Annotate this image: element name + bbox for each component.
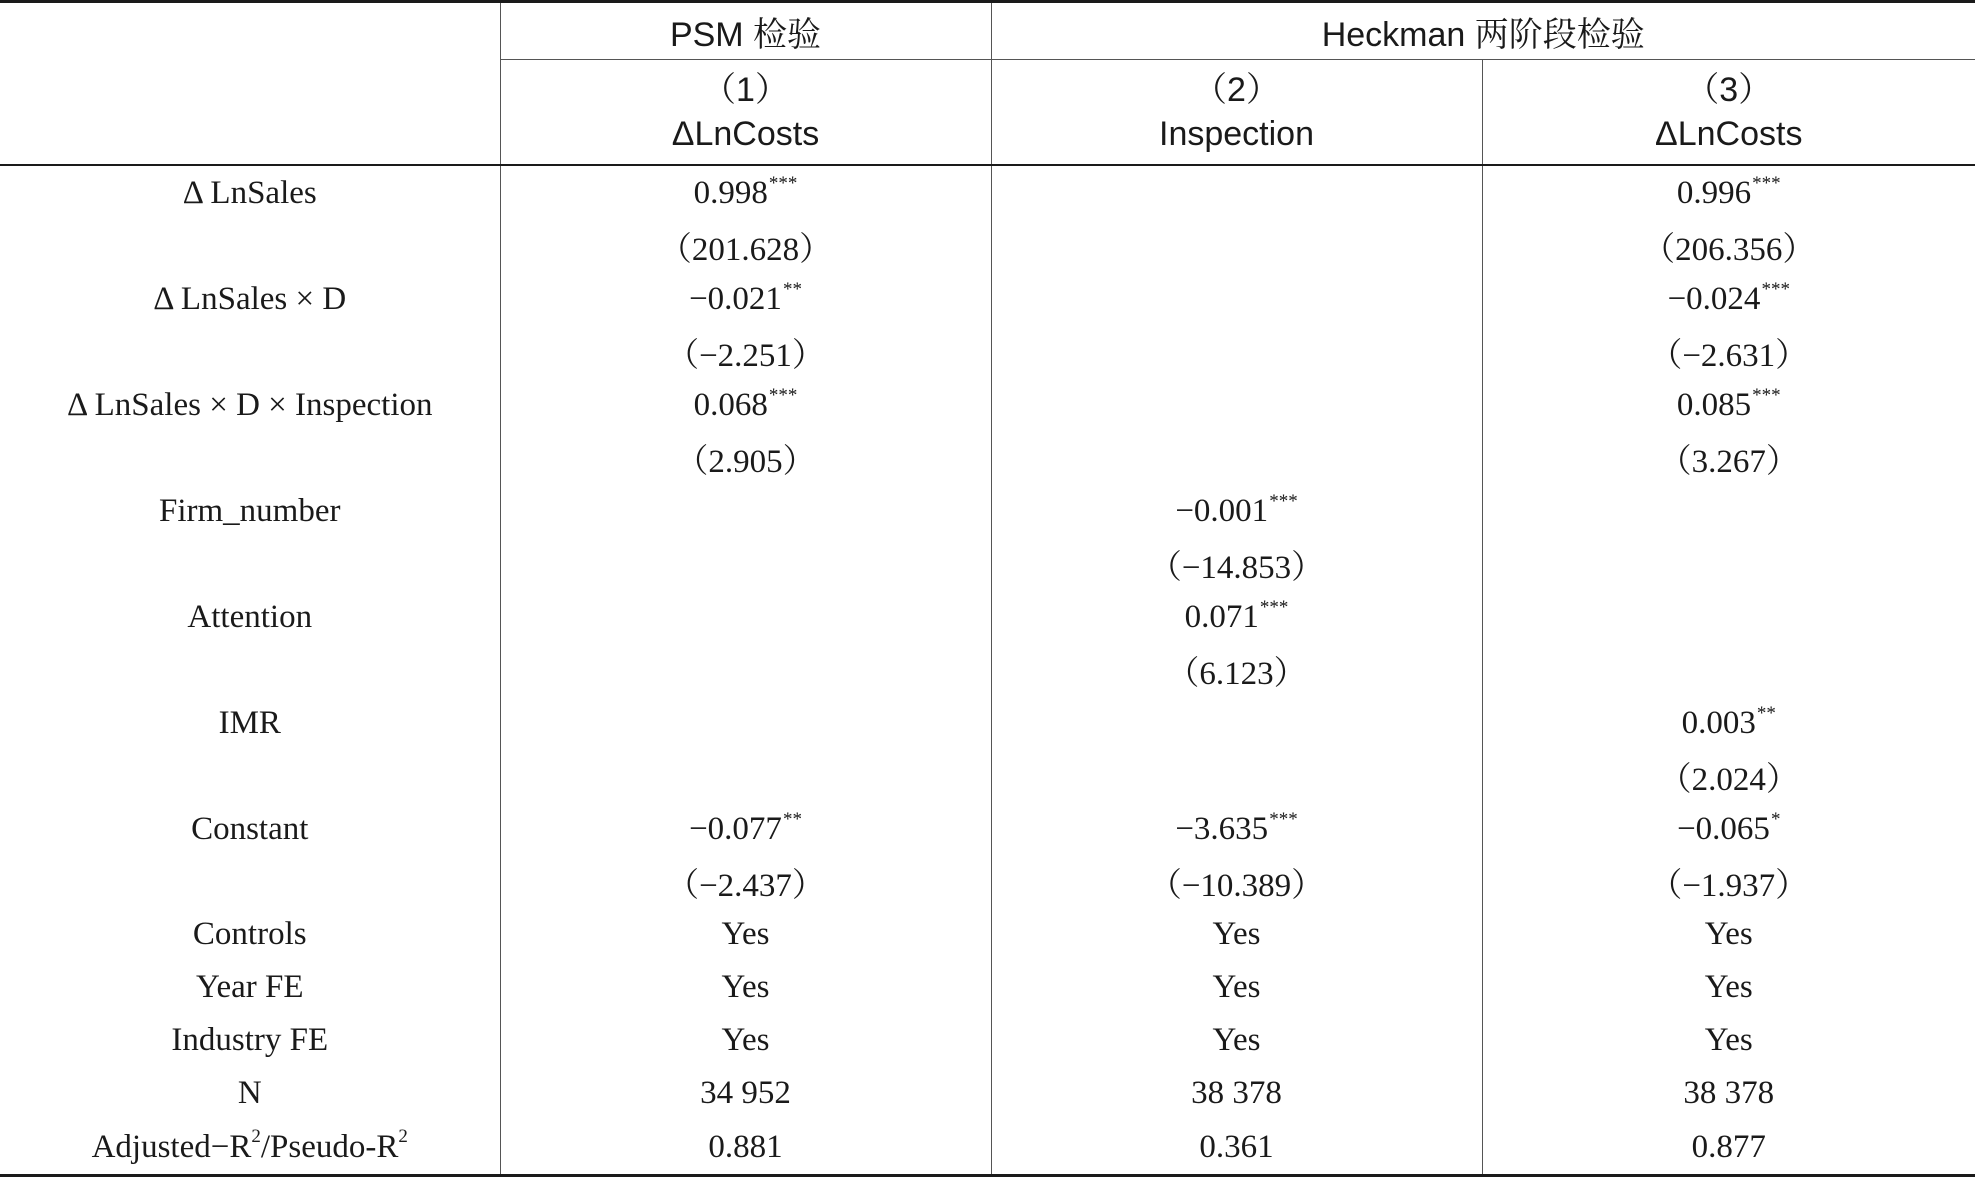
t-statistic-cell: （−1.937） <box>1482 857 1975 908</box>
significance-stars: *** <box>1752 173 1781 194</box>
t-statistic-cell: （201.628） <box>500 221 991 272</box>
table-row-summary <box>0 961 1975 1014</box>
summary-cell: Yes <box>500 961 991 1014</box>
table-row-coefficient <box>0 165 1975 221</box>
t-statistic-cell: （−10.389） <box>991 857 1482 908</box>
row-label: Industry FE <box>171 1022 329 1058</box>
coefficient-value: −0.021 <box>689 281 782 317</box>
fit-label-separator: / <box>260 1128 271 1165</box>
summary-cell: Yes <box>500 908 991 961</box>
coefficient-value: 0.085 <box>1676 387 1752 423</box>
t-statistic-cell: （−2.437） <box>500 857 991 908</box>
column-header-2 <box>991 60 1482 166</box>
column-number-1: （1） <box>702 71 789 109</box>
coefficient-cell <box>500 378 991 433</box>
column-dependent-var-2: Inspection <box>1159 115 1314 153</box>
coefficient-cell <box>500 802 991 857</box>
column-number-2: （2） <box>1193 71 1280 109</box>
t-statistic-cell <box>500 645 991 696</box>
t-statistic-cell: （−14.853） <box>991 539 1482 590</box>
coefficient-cell <box>1482 802 1975 857</box>
significance-stars: ** <box>782 279 802 300</box>
fit-value-cell: 0.881 <box>500 1120 991 1176</box>
coefficient-value: −3.635 <box>1175 811 1269 847</box>
t-statistic-cell: （6.123） <box>991 645 1482 696</box>
table-row-tstat <box>0 327 1975 378</box>
table-row-tstat <box>0 433 1975 484</box>
coefficient-value: −0.024 <box>1667 281 1761 317</box>
coefficient-value: 0.998 <box>693 175 768 211</box>
table-header <box>0 2 1975 166</box>
t-statistic-cell <box>1482 645 1975 696</box>
column-dependent-var-3: ΔLnCosts <box>1655 115 1803 153</box>
coefficient-cell <box>1482 590 1975 645</box>
fit-superscript-a: 2 <box>251 1125 261 1147</box>
t-statistic-cell: （3.267） <box>1482 433 1975 484</box>
row-label-empty <box>0 751 500 802</box>
header-corner-cell <box>0 2 500 60</box>
t-statistic-cell: （2.024） <box>1482 751 1975 802</box>
table-row-fit <box>0 1120 1975 1176</box>
summary-cell: 38 378 <box>991 1067 1482 1120</box>
table-row-tstat <box>0 857 1975 908</box>
column-header-3 <box>1482 60 1975 166</box>
coefficient-value: −0.001 <box>1175 493 1269 529</box>
row-label: Attention <box>187 599 313 635</box>
column-number-3: （3） <box>1685 71 1773 109</box>
row-label-empty <box>0 539 500 590</box>
coefficient-cell <box>991 802 1482 857</box>
row-label: Δ LnSales × D <box>153 281 347 317</box>
summary-cell: Yes <box>1482 908 1975 961</box>
row-label: Δ LnSales <box>182 175 317 211</box>
coefficient-cell <box>500 272 991 327</box>
row-label-empty <box>0 327 500 378</box>
table-row-tstat <box>0 751 1975 802</box>
table-row-coefficient <box>0 696 1975 751</box>
summary-cell: 38 378 <box>1482 1067 1975 1120</box>
coefficient-cell <box>991 484 1482 539</box>
row-label: Firm_number <box>159 493 341 529</box>
summary-cell: Yes <box>1482 1014 1975 1067</box>
table-row-summary <box>0 1014 1975 1067</box>
fit-value-cell: 0.361 <box>991 1120 1482 1176</box>
row-label-empty <box>0 221 500 272</box>
coefficient-cell <box>1482 484 1975 539</box>
header-column-row <box>0 60 1975 166</box>
row-label: Controls <box>192 916 307 952</box>
coefficient-value: 0.068 <box>693 387 768 423</box>
coefficient-cell <box>500 696 991 751</box>
coefficient-cell <box>1482 165 1975 221</box>
coefficient-cell <box>500 484 991 539</box>
t-statistic-cell <box>500 539 991 590</box>
t-statistic-cell: （206.356） <box>1482 221 1975 272</box>
header-group-row <box>0 2 1975 60</box>
significance-stars: * <box>1770 809 1781 830</box>
fit-label-adjusted: Adjusted−R <box>91 1128 252 1165</box>
significance-stars: *** <box>1269 491 1298 512</box>
significance-stars: ** <box>782 809 802 830</box>
table-row-coefficient <box>0 590 1975 645</box>
significance-stars: ** <box>1756 703 1776 724</box>
row-label-empty <box>0 645 500 696</box>
row-label: Δ LnSales × D × Inspection <box>67 387 433 423</box>
t-statistic-cell <box>991 751 1482 802</box>
fit-label-pseudo: Pseudo-R <box>270 1128 399 1165</box>
t-statistic-cell <box>991 221 1482 272</box>
significance-stars: *** <box>1752 385 1781 406</box>
row-label: Year FE <box>195 969 304 1005</box>
summary-cell: Yes <box>500 1014 991 1067</box>
coefficient-value: −0.077 <box>689 811 782 847</box>
t-statistic-cell: （−2.251） <box>500 327 991 378</box>
significance-stars: *** <box>1761 279 1790 300</box>
table-row-coefficient <box>0 484 1975 539</box>
coefficient-value: 0.996 <box>1676 175 1752 211</box>
coefficient-cell <box>500 590 991 645</box>
table-row-tstat <box>0 539 1975 590</box>
summary-cell: Yes <box>1482 961 1975 1014</box>
table-row-coefficient <box>0 802 1975 857</box>
coefficient-cell <box>991 696 1482 751</box>
summary-cell: 34 952 <box>500 1067 991 1120</box>
significance-stars: *** <box>1269 809 1298 830</box>
t-statistic-cell <box>991 327 1482 378</box>
coefficient-value: 0.003 <box>1681 705 1756 741</box>
significance-stars: *** <box>768 385 798 406</box>
summary-cell: Yes <box>991 908 1482 961</box>
table-body <box>0 165 1975 1176</box>
coefficient-cell <box>1482 696 1975 751</box>
row-label-fit <box>0 1120 500 1176</box>
t-statistic-cell <box>500 751 991 802</box>
fit-value-cell: 0.877 <box>1482 1120 1975 1176</box>
coefficient-cell <box>991 272 1482 327</box>
coefficient-value: −0.065 <box>1677 811 1770 847</box>
group-header-psm: PSM 检验 <box>500 2 991 60</box>
row-label-empty <box>0 433 500 484</box>
table-row-coefficient <box>0 378 1975 433</box>
row-label: IMR <box>218 705 281 741</box>
coefficient-cell <box>991 378 1482 433</box>
table-row-coefficient <box>0 272 1975 327</box>
summary-cell: Yes <box>991 961 1482 1014</box>
column-dependent-var-1: ΔLnCosts <box>671 115 820 153</box>
t-statistic-cell: （−2.631） <box>1482 327 1975 378</box>
t-statistic-cell <box>1482 539 1975 590</box>
significance-stars: *** <box>1259 597 1289 618</box>
coefficient-cell <box>500 165 991 221</box>
table-row-tstat <box>0 221 1975 272</box>
significance-stars: *** <box>768 173 798 194</box>
row-label: N <box>237 1075 262 1111</box>
group-header-heckman: Heckman 两阶段检验 <box>991 2 1975 60</box>
row-label: Constant <box>191 811 309 847</box>
summary-cell: Yes <box>991 1014 1482 1067</box>
table-row-summary <box>0 908 1975 961</box>
coefficient-value: 0.071 <box>1184 599 1259 635</box>
table-row-summary <box>0 1067 1975 1120</box>
row-label-empty <box>0 857 500 908</box>
table-row-tstat <box>0 645 1975 696</box>
coefficient-cell <box>991 165 1482 221</box>
t-statistic-cell <box>991 433 1482 484</box>
coefficient-cell <box>1482 378 1975 433</box>
coefficient-cell <box>1482 272 1975 327</box>
column-header-1 <box>500 60 991 166</box>
fit-superscript-b: 2 <box>398 1125 408 1147</box>
t-statistic-cell: （2.905） <box>500 433 991 484</box>
coefficient-cell <box>991 590 1482 645</box>
header-corner-cell-2 <box>0 60 500 166</box>
